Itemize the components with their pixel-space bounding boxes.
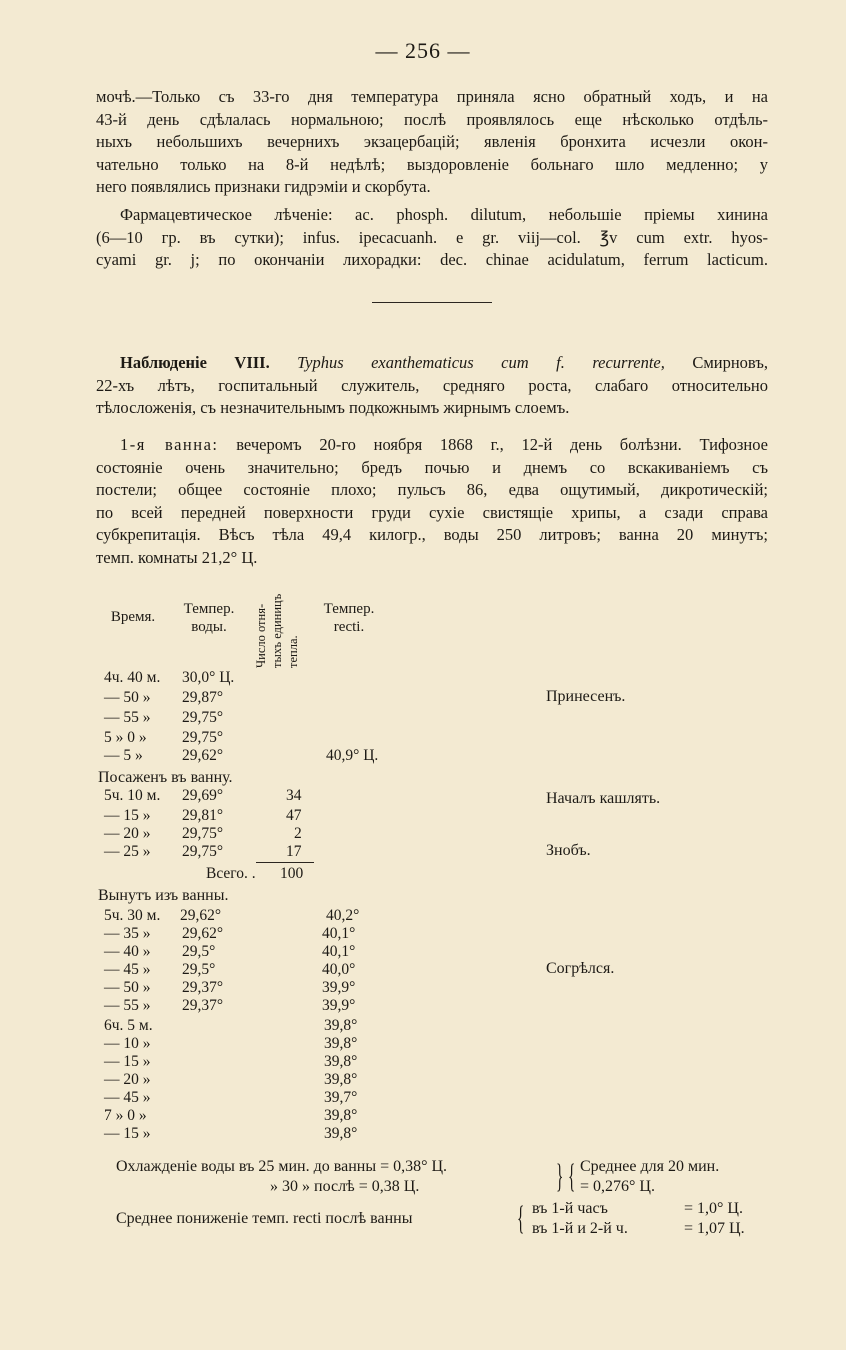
bath-lead: 1-я ванна:: [120, 435, 219, 454]
text-line: него появлялись признаки гидрэміи и скорбута.: [96, 177, 431, 196]
cell-rectal: 40,2°: [326, 907, 360, 924]
cell-rectal: 40,0°: [322, 961, 356, 978]
total-rule: [256, 862, 314, 863]
cooling-after: » 30 » послѣ = 0,38 Ц.: [270, 1178, 420, 1195]
cell-rectal: 39,7°: [324, 1089, 358, 1106]
observation-title: Наблюденіе VIII.: [120, 353, 270, 372]
cell-time: — 20 »: [104, 825, 151, 842]
text-line: 22-хъ лѣтъ, госпитальный служитель, средняго роста, слабаго относительно: [96, 375, 768, 395]
average-label: Среднее для 20 мин.: [580, 1158, 720, 1175]
cell-time: — 55 »: [104, 997, 151, 1014]
cell-time: — 40 »: [104, 943, 151, 960]
placed-in-bath-label: Посаженъ въ ванну.: [98, 769, 233, 786]
temp-drop-label: Среднее пониженіе темп. recti послѣ ванны: [116, 1210, 413, 1227]
cell-water: 29,5°: [182, 961, 216, 978]
text-line: [96, 434, 768, 457]
text-line: чательно только на 8-й недѣлѣ; выздоровленіе больнаго шло медленно; у: [96, 154, 768, 174]
total-label: Всего. .: [206, 865, 256, 882]
cell-time: — 35 »: [104, 925, 151, 942]
text-line: мочѣ.—Только съ 33-го дня температура приняла ясно обратный ходъ, и на: [96, 87, 768, 106]
cell-time: 5ч. 10 м.: [104, 787, 161, 804]
cell-water: 29,75°: [182, 825, 224, 842]
average-value: = 0,276° Ц.: [580, 1178, 655, 1195]
cell-water: 29,81°: [182, 807, 224, 824]
text-line: постели; общее состояніе плохо; пульсъ 86, едва ощутимый, дикротическій;: [96, 480, 768, 499]
header-units-line: тепла.: [286, 635, 300, 668]
text-line: состояніе очень значительно; бредъ почью и днемъ со вскакиваніемъ съ: [96, 457, 768, 477]
cell-time: 6ч. 5 м.: [104, 1017, 153, 1034]
cell-water: 29,75°: [182, 729, 224, 746]
cell-rectal: 40,1°: [322, 925, 356, 942]
cell-water: 29,62°: [180, 907, 222, 924]
cell-water: 29,5°: [182, 943, 216, 960]
intro-paragraph: [96, 86, 768, 199]
text-line: Фармацевтическое лѣченіе: ac. phosph. dilutum, небольшіе пріемы хинина: [120, 205, 768, 224]
left-brace: {: [568, 1158, 576, 1195]
right-brace: }: [556, 1158, 564, 1195]
cell-rectal: 39,8°: [324, 1071, 358, 1088]
total-value: 100: [280, 865, 304, 882]
cell-rectal: 39,8°: [324, 1107, 358, 1124]
text-line: (6—10 гр. въ сутки); infus. ipecacuanh. e gr. viij—col. ℥v cum extr. hyos-: [96, 227, 768, 247]
pharmaceutical-paragraph: [96, 204, 768, 272]
header-rect-line: Темпер.: [323, 601, 375, 617]
bath-first-line: вечеромъ 20-го ноября 1868 г., 12-й день болѣзни. Тифозное: [236, 435, 769, 454]
cell-rectal: 40,9° Ц.: [326, 747, 379, 764]
cell-time: — 45 »: [104, 1089, 151, 1106]
cell-time: — 15 »: [104, 1053, 151, 1070]
taken-out-label: Вынутъ изъ ванны.: [98, 887, 229, 904]
cell-heat-units: 17: [286, 843, 302, 860]
header-water: [174, 600, 244, 636]
section-divider: [372, 302, 492, 303]
text-line: тѣлосложенія, съ незначительнымъ подкожнымъ жирнымъ слоемъ.: [96, 398, 570, 417]
row-note: Знобъ.: [546, 842, 591, 859]
cell-time: 4ч. 40 м.: [104, 669, 161, 686]
observation-patient: Смирновъ,: [692, 353, 768, 372]
header-rectal-temp: [314, 600, 384, 636]
cell-rectal: 39,9°: [322, 979, 356, 996]
cell-time: — 50 »: [104, 689, 151, 706]
cell-rectal: 39,8°: [324, 1017, 358, 1034]
header-heat-units: [248, 572, 308, 668]
header-units-line: тыхъ единицъ: [270, 593, 284, 668]
cell-time: 7 » 0 »: [104, 1107, 147, 1124]
text-line: по всей передней поверхности груди сухіе свистящіе хрипы, а сзади справа: [96, 502, 768, 522]
text-line: субкрепитація. Вѣсъ тѣла 49,4 килогр., воды 250 литровъ; ванна 20 минутъ;: [96, 525, 768, 544]
cell-water: 30,0° Ц.: [182, 669, 235, 686]
bath-paragraph: [96, 434, 768, 569]
cell-water: 29,37°: [182, 979, 224, 996]
drop-first-hour-label: въ 1-й часъ: [532, 1200, 608, 1217]
observation-latin: Typhus exanthematicus cum f. recurrente,: [297, 353, 665, 372]
cell-rectal: 39,9°: [322, 997, 356, 1014]
cell-rectal: 39,8°: [324, 1053, 358, 1070]
drop-first-hour-value: = 1,0° Ц.: [684, 1200, 743, 1217]
cell-water: 29,62°: [182, 747, 224, 764]
row-note: Принесенъ.: [546, 688, 626, 705]
cell-water: 29,75°: [182, 843, 224, 860]
text-line: cyami gr. j; по окончаніи лихорадки: dec. chinae acidulatum, ferrum lacticum.: [96, 250, 768, 269]
cell-heat-units: 47: [286, 807, 302, 824]
header-time: Время.: [110, 609, 156, 625]
cell-time: — 5 »: [104, 747, 143, 764]
cell-time: — 10 »: [104, 1035, 151, 1052]
cell-time: — 15 »: [104, 1125, 151, 1142]
cell-time: — 25 »: [104, 843, 151, 860]
cell-rectal: 39,8°: [324, 1125, 358, 1142]
text-line: [96, 352, 768, 375]
header-units-line: Число отня-: [254, 603, 268, 668]
cell-rectal: 39,8°: [324, 1035, 358, 1052]
cell-water: 29,87°: [182, 689, 224, 706]
text-line: 43-й день сдѣлалась нормальною; послѣ проявлялось еще нѣсколько отдѣль-: [96, 109, 768, 129]
row-note: Началъ кашлять.: [546, 790, 661, 807]
cell-time: — 55 »: [104, 709, 151, 726]
cell-heat-units: 34: [286, 787, 302, 804]
cell-time: — 15 »: [104, 807, 151, 824]
cell-water: 29,37°: [182, 997, 224, 1014]
drop-two-hours-value: = 1,07 Ц.: [684, 1220, 745, 1237]
text-line: ныхъ небольшихъ вечернихъ экзацербацій; явленія бронхита исчезли окон-: [96, 132, 768, 151]
cell-rectal: 40,1°: [322, 943, 356, 960]
drop-brace: {: [517, 1200, 525, 1237]
row-note: Согрѣлся.: [546, 960, 615, 977]
cell-time: 5 » 0 »: [104, 729, 147, 746]
header-water-line: воды.: [191, 619, 227, 635]
header-rect-line: recti.: [333, 619, 365, 635]
cell-time: — 20 »: [104, 1071, 151, 1088]
text-line: темп. комнаты 21,2° Ц.: [96, 547, 258, 567]
cell-water: 29,62°: [182, 925, 224, 942]
drop-two-hours-label: въ 1-й и 2-й ч.: [532, 1220, 628, 1237]
cell-water: 29,69°: [182, 787, 224, 804]
cell-heat-units: 2: [294, 825, 302, 842]
cell-time: 5ч. 30 м.: [104, 907, 161, 924]
cell-time: — 50 »: [104, 979, 151, 996]
cell-water: 29,75°: [182, 709, 224, 726]
page-number: — 256 —: [375, 38, 471, 63]
cell-time: — 45 »: [104, 961, 151, 978]
header-water-line: Темпер.: [183, 601, 235, 617]
observation-paragraph: [96, 352, 768, 420]
cooling-before: Охлажденіе воды въ 25 мин. до ванны = 0,38° Ц.: [116, 1158, 448, 1175]
